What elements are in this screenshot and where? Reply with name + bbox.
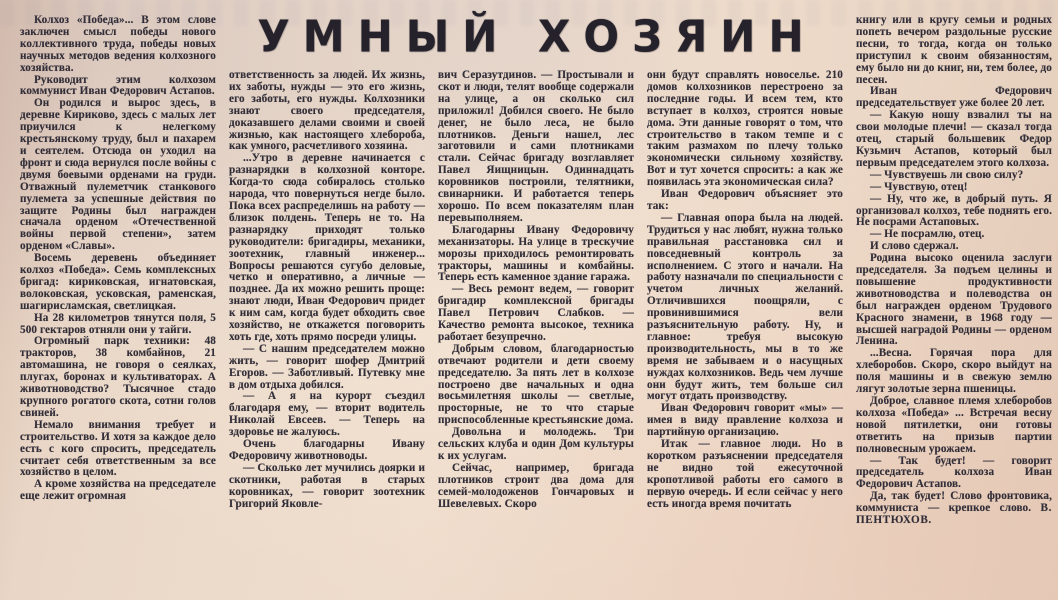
article-column-5 [856,15,1052,592]
author-byline: В. ПЕНТЮХОВ. [856,502,1052,527]
article-paragraph: — Не посрамлю, отец. [870,228,985,241]
article-paragraph: Благодарны Ивану Федоровичу механизаторы. На улице в трескучие морозы приходилось ремонтировать тракторы, машины и комбайны. Теперь есть каменное здание гаража. [438,223,634,284]
article-paragraph: книгу или в кругу семьи и родных попеть вечером раздольные русские песни, то тогда, когда он только приступил к своим обязанностям, ему было ни до книг, ни, тем более, до песен. [856,14,1052,86]
article-paragraph: Да, так будет! Слово фронтовика, коммуниста — крепкое слово. В. ПЕНТЮХОВ. [856,490,1052,527]
article-title: УМНЫЙ ХОЗЯИН [257,11,817,62]
article-paragraph: На 28 километров тянутся поля, 5 500 гектаров отняли они у тайги. [20,311,216,336]
article-paragraph: — Чувствуешь ли свою силу? [870,168,1024,181]
article-paragraph: ...Утро в деревне начинается с разнарядки в колхозной конторе. Когда-то сюда собиралось столько народа, что повернуться негде было. Пока всех распределишь на работу — близок полдень. Теперь не то. На разнарядку приходят только руководители: бригадиры, механики, зоотехник, главный инженер... Вопросы решаются сугубо деловые, четко и оперативно, а личные — позднее. Да их можно решить проще: знают люди, Иван Федорович придет к ним сам, когда будет обходить свое хозяйство, не откажется поговорить хоть где, хоть прямо посреди улицы. [229,152,425,343]
article-paragraph: Сейчас, например, бригада плотников строит два дома для семей-молодоженов Гончаровых и Шевелевых. Скоро [438,461,634,510]
article-paragraph: Руководит этим колхозом коммунист Иван Федорович Астапов. [20,73,216,98]
article-paragraph: Добрым словом, благодарностью отвечают родители и дети своему председателю. За пять лет в колхозе построено две начальных и одна восьмилетняя школы — светлые, просторные, не то что старые приспособленные крестьянские дома. [438,342,634,427]
article-paragraph: Иван Федорович говорит «мы» — имея в виду правление колхоза и партийную организацию. [647,402,843,439]
article-paragraph: — Чувствую, отец! [870,180,968,193]
article-column-3 [438,15,634,592]
article-paragraph: Доброе, славное племя хлеборобов колхоза «Победа» ... Встречая весну новой пятилетки, они готовы ответить на призыв партии полновесным урожаем. [856,395,1052,455]
article-column-1 [20,15,216,592]
article-paragraph: Иван Федорович председательствует уже более 20 лет. [856,85,1052,110]
article-paragraph: — Весь ремонт ведем, — говорит бригадир комплексной бригады Павел Петрович Слабков. — Качество ремонта высокое, техника работает безупречно. [438,283,634,343]
article-paragraph: Родина высоко оценила заслуги председателя. За подъем целины и повышение продуктивности животноводства и полеводства он был награжден орденом Трудового Красного знамени, в 1968 году — высшей наградой Родины — орденом Ленина. [856,252,1052,348]
article-paragraph: ...Весна. Горячая пора для хлеборобов. Скоро, скоро выйдут на поля машины и в свежую землю лягут золотые зерна пшеницы. [856,347,1052,396]
article-paragraph: Он родился и вырос здесь, в деревне Кириково, здесь с малых лет приучился к нелегкому крестьянскому труду, был и пахарем и сеятелем. Отсюда он уходил на фронт и сюда вернулся после войны с двумя боевыми орденами на груди. Отважный пулеметчик станкового пулемета за успешные действия по защите Родины был награжден сначала орденом «Отечественной войны первой степени», затем орденом «Славы». [20,97,216,253]
article-paragraph: — Ну, что же, в добрый путь. Я организовал колхоз, тебе поднять его. Не посрами Астаповых. [856,192,1052,229]
article-paragraph: Очень благодарны Ивану Федоровичу животноводы. [229,438,425,462]
article-paragraph: ответственность за людей. Их жизнь, их заботы, нужды — это его жизнь, его заботы, его нужды. Колхозники знают своего председателя, доказавшего делами своими и своей жизнью, как настоящего хлебороба, как умного, расчетливого хозяина. [229,69,425,153]
article-paragraph: они будут справлять новоселье. 210 домов колхозников перестроено за последние годы. И всем тем, кто вступает в колхоз, строятся новые дома. Эти данные говорят о том, что строительство в таком темпе и с таким размахом по плечу только экономически сильному хозяйству. Вот и тут хочется спросить: а как же появилась эта экономическая сила? [647,69,843,189]
article-paragraph: Огромный парк техники: 48 тракторов, 38 комбайнов, 21 автомашина, не говоря о сеялках, плугах, боронах и культиваторах. А животноводство? Тысячное стадо крупного рогатого скота, сотни голов свиней. [20,335,216,419]
article-column-2 [229,15,425,592]
article-paragraph: Восемь деревень объединяет колхоз «Победа». Семь комплексных бригад: кириковская, игнатовская, волоковская, усковская, раменская, шагирисламская, светлицкая. [20,252,216,312]
article-column-4 [647,15,843,592]
article-paragraph: Иван Федорович объясняет это так: [647,188,843,212]
article-paragraph: — Главная опора была на людей. Трудиться у нас любят, нужна только правильная расстановка сил и повседневный контроль за исполнением. С этого и начали. На работу назначали по специальности с учетом личных желаний. Отличившихся поощряли, с провинившимися вели разъяснительную работу. Ну, и главное: требуя высокую производительность, мы в то же время не забываем и о насущных нуждах колхозников. Ведь чем лучше они будут жить, тем больше сил могут отдать производству. [647,211,843,403]
article-paragraph: — А я на курорт съездил благодаря ему, — вторит водитель Николай Евсеев. — Теперь на здоровье не жалуюсь. [229,390,425,439]
article-paragraph: Немало внимания требует и строительство. И хотя за каждое дело есть с кого спросить, председатель считает себя ответственным за все хозяйство в целом. [20,418,216,479]
article-paragraph: — Так будет! — говорит председатель колхоза Иван Федорович Астапов. [856,454,1052,491]
article-paragraph: Итак — главное люди. Но в коротком разъяснении председателя не видно той ежесуточной кропотливой работы его самого в первую очередь. И если сейчас у него есть иногда время почитать [647,438,843,510]
article-paragraph: И слово сдержал. [870,240,959,253]
article-columns [20,14,1052,592]
article-paragraph: Колхоз «Победа»... В этом слове заключен смысл победы нового коллективного труда, победы новых научных методов ведения колхозного хозяйства. [20,14,216,74]
article-paragraph: А кроме хозяйства на председателе еще лежит огромная [20,478,216,503]
article-paragraph: Довольна и молодежь. Три сельских клуба и один Дом культуры к их услугам. [438,426,634,462]
article-paragraph: — Сколько лет мучились доярки и скотники, работая в старых коровниках, — говорит зоотехник Григорий Яковле- [229,461,425,510]
article-paragraph: — С нашим председателем можно жить, — говорит шофер Дмитрий Егоров. — Заботливый. Путевку мне в дом отдыха добился. [229,342,425,391]
article-paragraph: — Какую ношу взвалил ты на свои молодые плечи! — сказал тогда отец, старый большевик Федор Кузьмич Астапов, который был первым председателем этого колхоза. [856,109,1052,169]
article-paragraph: вич Серазутдинов. — Простывали и скот и люди, телят вообще содержали на улице, а он сколько сил приложил! Добился своего. Не было денег, не было леса, не было плотников. Деньги нашел, лес заготовили и сами плотниками стали. Сейчас бригаду возглавляет Павел Яищницын. Одиннадцать коровников построили, телятники, свинарники. И работается теперь хорошо. По всем показателям план перевыполняем. [438,69,634,224]
